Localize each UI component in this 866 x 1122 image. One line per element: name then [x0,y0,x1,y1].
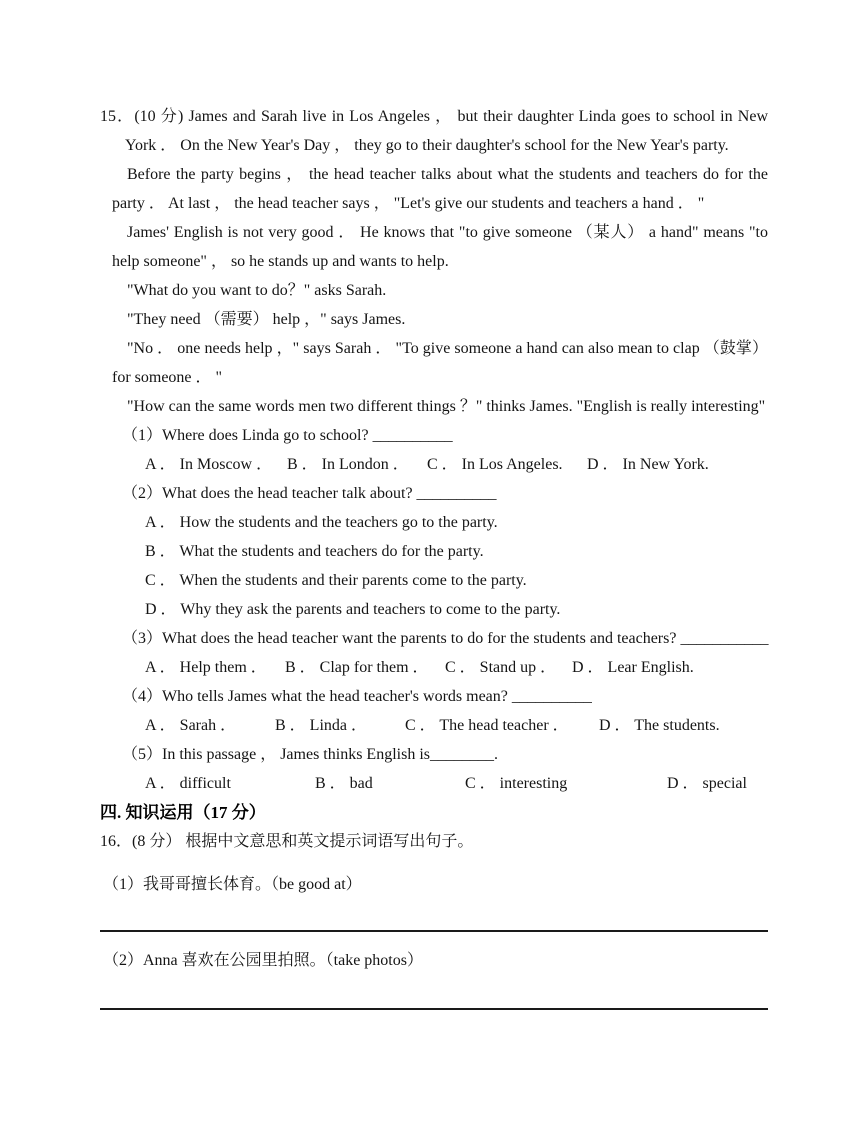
question-5-prompt: （5）In this passage ， James thinks English is________. [122,746,498,763]
question-2-option-a: A ． How the students and the teachers go to the party. [145,514,498,531]
question-3-option-c: C ． Stand up ． [445,659,557,676]
fill-item-1: （1）我哥哥擅长体育。（be good at） [103,876,362,893]
question-3-prompt: （3）What does the head teacher want the parents to do for the students and teachers? ___________ [122,630,769,647]
question-5-options [100,769,768,798]
question-2-prompt: （2）What does the head teacher talk about? __________ [122,485,497,502]
question-5-option-c: C ． interesting [465,775,568,792]
question-4-prompt: （4）Who tells James what the head teacher's words mean? __________ [122,688,592,705]
passage-paragraph-2: Before the party begins ， the head teacher talks about what the students and teachers do for the party ． At last ， the head teacher says ， "Let's give our students and teachers a hand ． " [112,166,768,212]
question-4-options [100,711,768,740]
question-4-option-b: B ． Linda ． [275,717,367,734]
question-2-option-c: C ． When the students and their parents come to the party. [145,572,527,589]
passage-paragraph-7: "How can the same words men two different things ？" thinks James. "English is really interesting" [127,398,766,415]
passage-paragraph-4: "What do you want to do？" asks Sarah. [127,282,387,299]
question-4-option-d: D ． The students. [599,717,720,734]
question-1-prompt: （1）Where does Linda go to school? __________ [122,427,453,444]
passage-paragraph-6: "No ． one needs help ，" says Sarah ． "To give someone a hand can also mean to clap （鼓掌） for someone ． " [112,340,768,386]
question-3-option-b: B ． Clap for them ． [285,659,429,676]
question-5-option-a: A ． difficult [145,775,231,792]
passage-paragraph-1: 15．(10 分) James and Sarah live in Los Angeles ， but their daughter Linda goes to school in New York ． On the New Year's Day ， they go to their daughter's school for the New Year's party. [100,108,768,154]
question-1-options [100,450,768,479]
question-1-option-b: B ． In London ． [287,456,409,473]
question-4-option-c: C ． The head teacher ． [405,717,569,734]
question-1-option-a: A ． In Moscow ． [145,456,273,473]
question-3-option-a: A ． Help them ． [145,659,267,676]
q16-lead: 16．(8 分） 根据中文意思和英文提示词语写出句子。 [100,833,474,850]
question-4-option-a: A ． Sarah ． [145,717,237,734]
passage-paragraph-3: James' English is not very good ． He knows that "to give someone （某人） a hand" means "to help someone" ， so he stands up and wants to help. [112,224,768,270]
passage-paragraph-5: "They need （需要） help ，" says James. [127,311,406,328]
question-1-option-c: C ． In Los Angeles. [427,456,563,473]
question-2-option-d: D ． Why they ask the parents and teachers to come to the party. [145,601,561,618]
question-3-option-d: D ． Lear English. [572,659,694,676]
section-heading: 四. 知识运用（17 分） [100,803,266,822]
question-2-option-b: B ． What the students and teachers do for the party. [145,543,484,560]
question-1-option-d: D ． In New York. [587,456,709,473]
answer-line-2 [100,1008,768,1010]
question-3-options [100,653,768,682]
question-5-option-d: D ． special [667,775,747,792]
question-5-option-b: B ． bad [315,775,373,792]
fill-item-2: （2）Anna 喜欢在公园里拍照。（take photos） [103,952,423,969]
answer-line-1 [100,930,768,932]
